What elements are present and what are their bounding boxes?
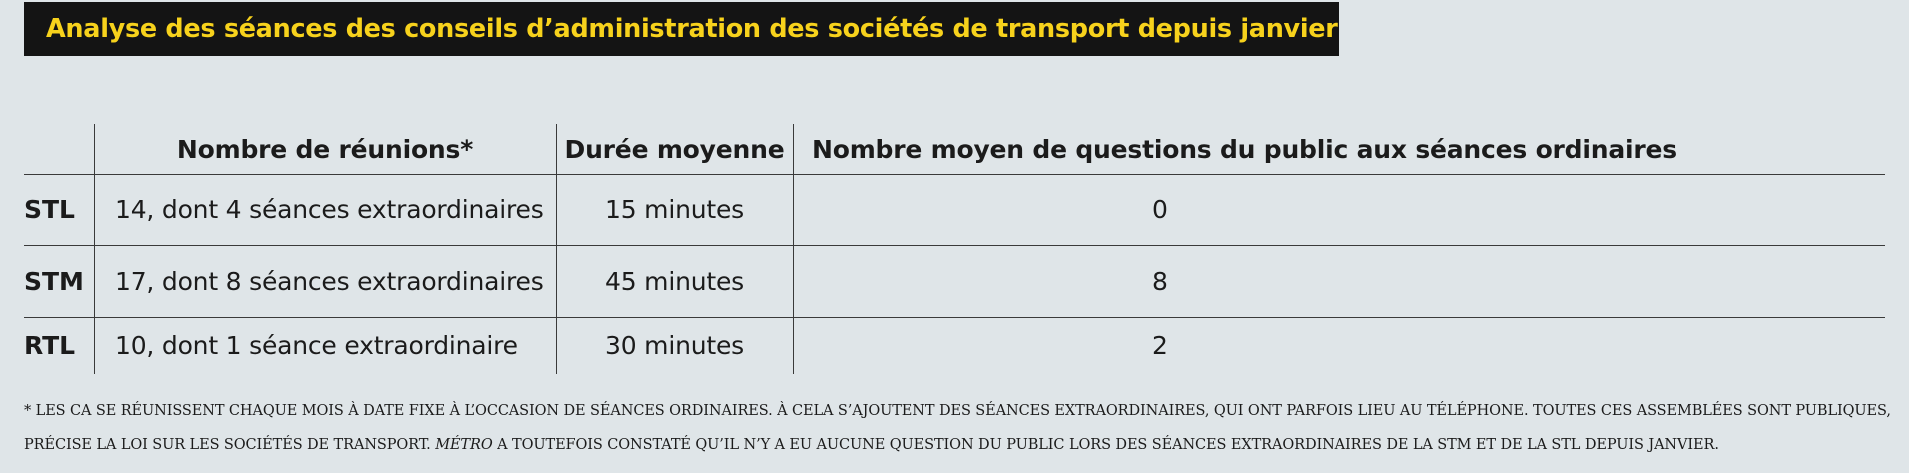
cell-questions: 2 [1152,331,1168,360]
title-bar [24,2,1339,56]
cell-reunions: 17, dont 8 séances extraordinaires [115,266,544,296]
footnote-line-2-end: A TOUTEFOIS CONSTATÉ QU’IL N’Y A EU AUCUNE QUESTION DU PUBLIC LORS DES SÉANCES EXTRAORDINAIRES DE LA STM ET DE LA STL DEPUIS JANVIER. [492,437,1719,453]
cell-reunions: 14, dont 4 séances extraordinaires [115,195,544,224]
column-divider [793,124,794,374]
row-label-stl: STL [24,195,75,224]
header-reunions: Nombre de réunions* [176,134,474,164]
header-duree: Durée moyenne [564,134,785,164]
footnote-line-2-start: PRÉCISE LA LOI SUR LES SOCIÉTÉS DE TRANSPORT. [24,437,436,453]
cell-questions: 8 [1152,266,1168,296]
footnote-line-2 [24,428,1889,462]
footnote-line-1: * LES CA SE RÉUNISSENT CHAQUE MOIS À DATE FIXE À L’OCCASION DE SÉANCES ORDINAIRES. À CELA S’AJOUTENT DES SÉANCES EXTRAORDINAIRES, QUI ONT PARFOIS LIEU AU TÉLÉPHONE. TOUTES CES ASSEMBLÉES SONT PUBLIQUES, [24,403,1891,419]
row-label-stm: STM [24,266,84,296]
cell-duree: 45 minutes [605,266,744,296]
row-label-rtl: RTL [24,331,76,360]
cell-questions: 0 [1152,195,1168,224]
footnote-metro-italic: MÉTRO [435,437,493,453]
cell-duree: 30 minutes [605,331,744,360]
cell-duree: 15 minutes [605,195,744,224]
footnote [24,394,1889,462]
data-table [24,124,1885,374]
page-title: Analyse des séances des conseils d’administration des sociétés de transport depuis janvier [46,14,1338,44]
cell-reunions: 10, dont 1 séance extraordinaire [115,331,518,360]
header-questions: Nombre moyen de questions du public aux séances ordinaires [812,134,1677,164]
